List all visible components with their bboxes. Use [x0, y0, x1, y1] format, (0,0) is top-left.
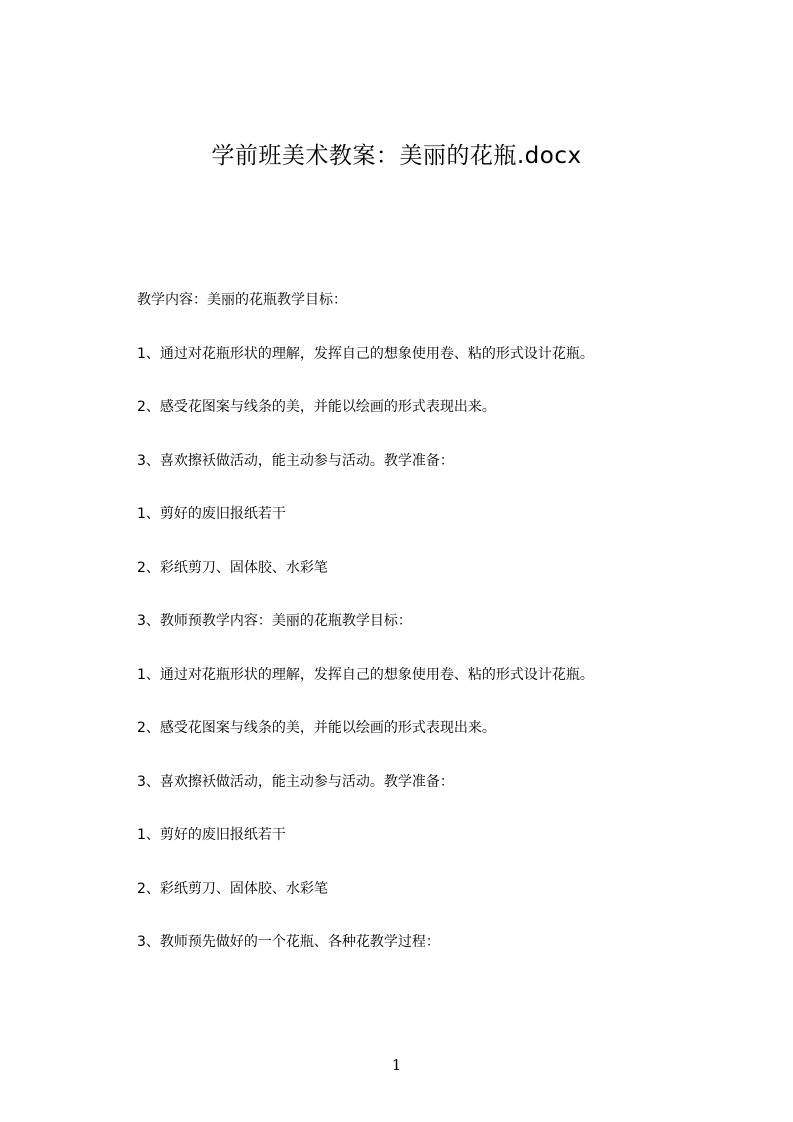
paragraph-9: 2、感受花图案与线条的美，并能以绘画的形式表现出来。: [137, 720, 496, 736]
page-number: 1: [391, 1056, 402, 1074]
document-body: [137, 290, 697, 986]
paragraph-4: 3、喜欢擦袄做活动，能主动参与活动。教学准备：: [137, 452, 454, 469]
paragraph-6: 2、彩纸剪刀、固体胶、水彩笔: [137, 559, 328, 576]
paragraph-8: 1、通过对花瓶形状的理解，发挥自己的想象使用卷、粘的形式设计花瓶。: [137, 666, 594, 683]
paragraph-2: 1、通过对花瓶形状的理解，发挥自己的想象使用卷、粘的形式设计花瓶。: [137, 345, 594, 362]
paragraph-7: 3、教师预教学内容：美丽的花瓶教学目标：: [137, 613, 412, 629]
paragraph-12: 2、彩纸剪刀、固体胶、水彩笔: [137, 880, 328, 897]
paragraph-5: 1、剪好的废旧报纸若干: [137, 506, 286, 522]
paragraph-3: 2、感受花图案与线条的美，并能以绘画的形式表现出来。: [137, 399, 496, 415]
paragraph-13: 3、教师预先做好的一个花瓶、各种花教学过程：: [137, 934, 440, 950]
paragraph-1: 教学内容：美丽的花瓶教学目标：: [137, 292, 347, 308]
paragraph-11: 1、剪好的废旧报纸若干: [137, 827, 286, 843]
paragraph-10: 3、喜欢擦袄做活动，能主动参与活动。教学准备：: [137, 773, 454, 790]
document-title: 学前班美术教案：美丽的花瓶.docx: [211, 143, 582, 169]
